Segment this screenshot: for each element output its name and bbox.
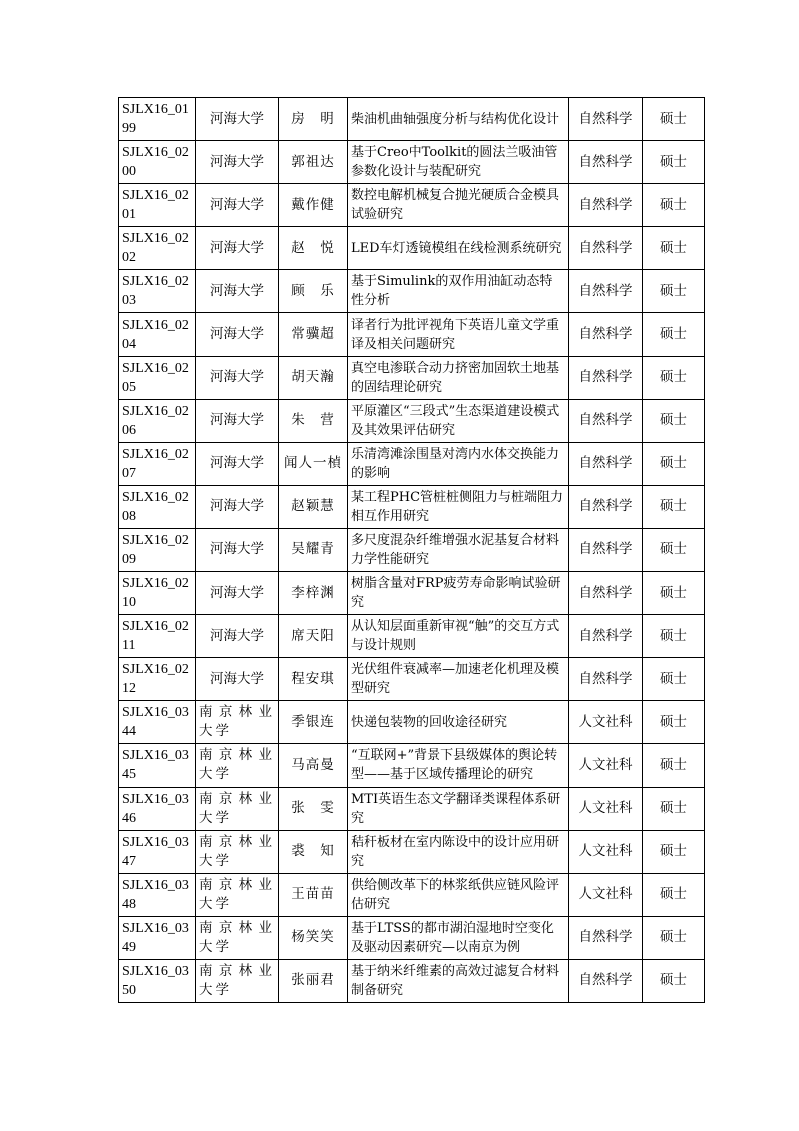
category-cell: 自然科学 [569,98,643,141]
project-id-cell: SJLX16_0205 [119,356,196,399]
researcher-name-cell: 吴耀青 [279,528,348,571]
project-id-cell: SJLX16_0212 [119,658,196,701]
project-id-cell: SJLX16_0209 [119,528,196,571]
project-id-cell: SJLX16_0199 [119,98,196,141]
table-row [119,485,705,528]
project-title-cell: LED车灯透镜模组在线检测系统研究 [348,227,569,270]
university-cell: 河海大学 [196,227,279,270]
table-row [119,701,705,744]
university-cell: 河海大学 [196,528,279,571]
category-cell: 自然科学 [569,916,643,959]
category-cell: 自然科学 [569,141,643,184]
degree-cell: 硕士 [643,572,705,615]
table-row [119,528,705,571]
researcher-name-cell: 马高曼 [279,744,348,787]
university-cell: 河海大学 [196,184,279,227]
project-id-cell: SJLX16_0201 [119,184,196,227]
researcher-name-cell: 闻人一楨 [279,442,348,485]
project-title-cell: 乐清湾滩涂围垦对湾内水体交换能力的影响 [348,442,569,485]
project-id-cell: SJLX16_0350 [119,959,196,1002]
researcher-name-cell: 赵 悦 [279,227,348,270]
project-id-cell: SJLX16_0348 [119,873,196,916]
project-title-cell: 译者行为批评视角下英语儿童文学重译及相关问题研究 [348,313,569,356]
project-title-cell: 基于纳米纤维素的高效过滤复合材料制备研究 [348,959,569,1002]
researcher-name-cell: 顾 乐 [279,270,348,313]
university-cell: 南京林业大学 [196,744,279,787]
degree-cell: 硕士 [643,485,705,528]
researcher-name-cell: 戴作健 [279,184,348,227]
project-id-cell: SJLX16_0347 [119,830,196,873]
project-id-cell: SJLX16_0200 [119,141,196,184]
researcher-name-cell: 郭祖达 [279,141,348,184]
degree-cell: 硕士 [643,615,705,658]
project-title-cell: 柴油机曲轴强度分析与结构优化设计 [348,98,569,141]
category-cell: 自然科学 [569,442,643,485]
category-cell: 自然科学 [569,485,643,528]
researcher-name-cell: 季银连 [279,701,348,744]
category-cell: 人文社科 [569,701,643,744]
university-cell: 河海大学 [196,658,279,701]
degree-cell: 硕士 [643,141,705,184]
researcher-name-cell: 赵颖慧 [279,485,348,528]
category-cell: 自然科学 [569,572,643,615]
project-title-cell: 从认知层面重新审视“触”的交互方式与设计规则 [348,615,569,658]
project-title-cell: 秸秆板材在室内陈设中的设计应用研究 [348,830,569,873]
table-row [119,959,705,1002]
category-cell: 人文社科 [569,873,643,916]
project-id-cell: SJLX16_0346 [119,787,196,830]
project-list-table [118,97,705,1003]
project-id-cell: SJLX16_0345 [119,744,196,787]
researcher-name-cell: 李梓渊 [279,572,348,615]
table-row [119,916,705,959]
university-cell: 河海大学 [196,313,279,356]
table-row [119,658,705,701]
degree-cell: 硕士 [643,98,705,141]
researcher-name-cell: 常骥超 [279,313,348,356]
degree-cell: 硕士 [643,830,705,873]
category-cell: 人文社科 [569,744,643,787]
project-title-cell: “互联网+”背景下县级媒体的舆论转型——基于区域传播理论的研究 [348,744,569,787]
researcher-name-cell: 席天阳 [279,615,348,658]
degree-cell: 硕士 [643,916,705,959]
university-cell: 河海大学 [196,572,279,615]
project-id-cell: SJLX16_0349 [119,916,196,959]
researcher-name-cell: 王苗苗 [279,873,348,916]
researcher-name-cell: 朱 营 [279,399,348,442]
table-row [119,744,705,787]
project-title-cell: 树脂含量对FRP疲劳寿命影响试验研究 [348,572,569,615]
university-cell: 河海大学 [196,399,279,442]
project-id-cell: SJLX16_0202 [119,227,196,270]
table-row [119,227,705,270]
researcher-name-cell: 胡天瀚 [279,356,348,399]
project-title-cell: 基于Simulink的双作用油缸动态特性分析 [348,270,569,313]
researcher-name-cell: 张丽君 [279,959,348,1002]
degree-cell: 硕士 [643,184,705,227]
table-body [119,98,705,1003]
university-cell: 南京林业大学 [196,787,279,830]
project-id-cell: SJLX16_0206 [119,399,196,442]
project-title-cell: 某工程PHC管桩桩侧阻力与桩端阻力相互作用研究 [348,485,569,528]
university-cell: 河海大学 [196,98,279,141]
category-cell: 自然科学 [569,184,643,227]
table-row [119,830,705,873]
university-cell: 南京林业大学 [196,701,279,744]
degree-cell: 硕士 [643,227,705,270]
degree-cell: 硕士 [643,701,705,744]
university-cell: 河海大学 [196,485,279,528]
project-id-cell: SJLX16_0210 [119,572,196,615]
researcher-name-cell: 张 雯 [279,787,348,830]
category-cell: 人文社科 [569,787,643,830]
university-cell: 河海大学 [196,141,279,184]
table-row [119,184,705,227]
degree-cell: 硕士 [643,744,705,787]
category-cell: 自然科学 [569,528,643,571]
table-row [119,356,705,399]
project-title-cell: 多尺度混杂纤维增强水泥基复合材料力学性能研究 [348,528,569,571]
degree-cell: 硕士 [643,442,705,485]
table-row [119,572,705,615]
university-cell: 河海大学 [196,615,279,658]
project-title-cell: 基于Creo中Toolkit的圆法兰吸油管参数化设计与装配研究 [348,141,569,184]
project-title-cell: 数控电解机械复合抛光硬质合金模具试验研究 [348,184,569,227]
table-row [119,615,705,658]
table-row [119,787,705,830]
category-cell: 自然科学 [569,356,643,399]
degree-cell: 硕士 [643,873,705,916]
project-title-cell: 快递包装物的回收途径研究 [348,701,569,744]
degree-cell: 硕士 [643,658,705,701]
university-cell: 南京林业大学 [196,959,279,1002]
category-cell: 自然科学 [569,959,643,1002]
category-cell: 自然科学 [569,615,643,658]
researcher-name-cell: 程安琪 [279,658,348,701]
university-cell: 河海大学 [196,356,279,399]
category-cell: 自然科学 [569,270,643,313]
category-cell: 自然科学 [569,399,643,442]
table-row [119,141,705,184]
university-cell: 南京林业大学 [196,916,279,959]
table-row [119,399,705,442]
researcher-name-cell: 杨笑笑 [279,916,348,959]
university-cell: 河海大学 [196,442,279,485]
table-row [119,873,705,916]
degree-cell: 硕士 [643,399,705,442]
category-cell: 自然科学 [569,658,643,701]
researcher-name-cell: 房 明 [279,98,348,141]
table-row [119,98,705,141]
category-cell: 自然科学 [569,227,643,270]
university-cell: 河海大学 [196,270,279,313]
project-id-cell: SJLX16_0208 [119,485,196,528]
table-row [119,442,705,485]
table-row [119,313,705,356]
project-title-cell: 基于LTSS的都市湖泊湿地时空变化及驱动因素研究—以南京为例 [348,916,569,959]
university-cell: 南京林业大学 [196,873,279,916]
project-title-cell: 平原灌区“三段式”生态渠道建设模式及其效果评估研究 [348,399,569,442]
degree-cell: 硕士 [643,356,705,399]
project-title-cell: 真空电渗联合动力挤密加固软土地基的固结理论研究 [348,356,569,399]
degree-cell: 硕士 [643,959,705,1002]
category-cell: 自然科学 [569,313,643,356]
project-title-cell: 供给侧改革下的林浆纸供应链风险评估研究 [348,873,569,916]
degree-cell: 硕士 [643,528,705,571]
degree-cell: 硕士 [643,313,705,356]
degree-cell: 硕士 [643,270,705,313]
project-title-cell: 光伏组件衰减率—加速老化机理及模型研究 [348,658,569,701]
project-id-cell: SJLX16_0207 [119,442,196,485]
category-cell: 人文社科 [569,830,643,873]
project-id-cell: SJLX16_0203 [119,270,196,313]
project-title-cell: MTI英语生态文学翻译类课程体系研究 [348,787,569,830]
researcher-name-cell: 裘 知 [279,830,348,873]
project-id-cell: SJLX16_0211 [119,615,196,658]
project-id-cell: SJLX16_0204 [119,313,196,356]
project-id-cell: SJLX16_0344 [119,701,196,744]
table-row [119,270,705,313]
university-cell: 南京林业大学 [196,830,279,873]
degree-cell: 硕士 [643,787,705,830]
